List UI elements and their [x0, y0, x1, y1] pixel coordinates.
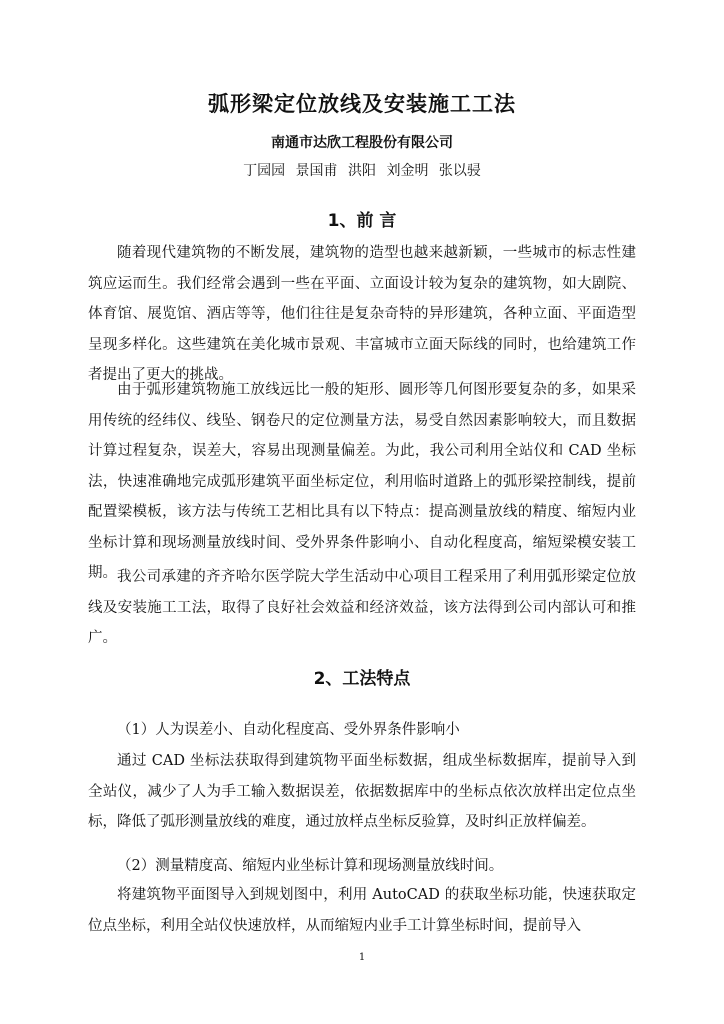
- paragraph: 通过 CAD 坐标法获取得到建筑物平面坐标数据，组成坐标数据库，提前导入到全站仪，减少了人为手工输入数据误差，依据数据库中的坐标点依次放样出定位点坐标，降低了弧形测量放线的难度，通过放样点坐标反验算，及时纠正放样偏差。: [88, 753, 636, 830]
- feature-subheading: （1）人为误差小、自动化程度高、受外界条件影响小: [117, 722, 460, 738]
- paragraph: 我公司承建的齐齐哈尔医学院大学生活动中心项目工程采用了利用弧形梁定位放线及安装施工工法，取得了良好社会效益和经济效益，该方法得到公司内部认可和推广。: [88, 569, 636, 646]
- page-number: 1: [358, 952, 366, 963]
- section-heading-preface: 1、前 言: [327, 211, 397, 231]
- document-title: 弧形梁定位放线及安装施工工法: [208, 92, 516, 116]
- feature-subheading: （2）测量精度高、缩短内业坐标计算和现场测量放线时间。: [117, 858, 504, 874]
- paragraph: 由于弧形建筑物施工放线远比一般的矩形、圆形等几何图形要复杂的多，如果采用传统的经纬仪、线坠、钢卷尺的定位测量方法，易受自然因素影响较大，而且数据计算过程复杂，误差大，容易出现测量偏差。为此，我公司利用全站仪和 CAD 坐标法，快速准确地完成弧形建筑平面坐标定位，利用临时道路上的弧形梁控制线，提前配置梁模板，该方法与传统工艺相比具有以下特点：提高测量放线的精度、缩短内业坐标计算和现场测量放线时间、受外界条件影响小、自动化程度高，缩短梁模安装工期。: [88, 382, 636, 581]
- author-list: 丁园园 景国甫 洪阳 刘金明 张以骎: [243, 163, 481, 179]
- paragraph: 随着现代建筑物的不断发展，建筑物的造型也越来越新颖，一些城市的标志性建筑应运而生。我们经常会遇到一些在平面、立面设计较为复杂的建筑物，如大剧院、体育馆、展览馆、酒店等等，他们往往是复杂奇特的异形建筑，各种立面、平面造型呈现多样化。这些建筑在美化城市景观、丰富城市立面天际线的同时，也给建筑工作者提出了更大的挑战。: [88, 245, 636, 383]
- paragraph: 将建筑物平面图导入到规划图中，利用 AutoCAD 的获取坐标功能，快速获取定位点坐标，利用全站仪快速放样，从而缩短内业手工计算坐标时间，提前导入: [88, 887, 636, 934]
- company-name: 南通市达欣工程股份有限公司: [271, 135, 453, 151]
- section-heading-features: 2、工法特点: [313, 669, 411, 689]
